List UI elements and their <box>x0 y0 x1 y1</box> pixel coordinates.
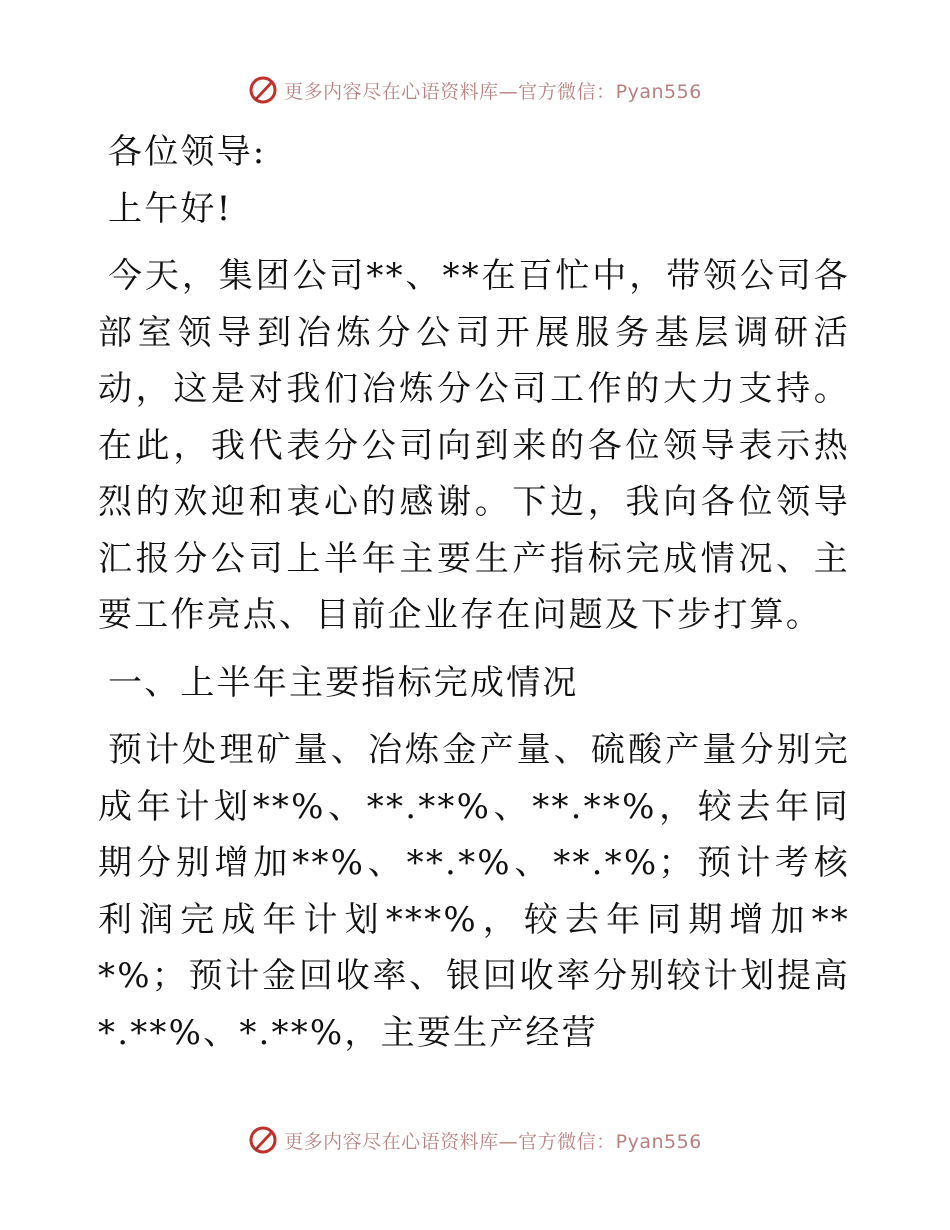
quill-pen-logo-icon <box>248 75 278 105</box>
footer-banner <box>0 1120 950 1160</box>
document-body <box>98 124 850 1061</box>
header-banner-text: 更多内容尽在心语资料库—官方微信：Pyan556 <box>284 80 702 103</box>
greeting: 上午好! <box>108 188 233 229</box>
salutation: 各位领导: <box>108 132 267 172</box>
footer-banner-text: 更多内容尽在心语资料库—官方微信：Pyan556 <box>284 1130 702 1153</box>
header-banner <box>0 70 950 110</box>
intro-paragraph: 今天，集团公司**、**在百忙中，带领公司各部室领导到冶炼分公司开展服务基层调研活动，这是对我们冶炼分公司工作的大力支持。在此，我代表分公司向到来的各位领导表示热烈的欢迎和衷心的感谢。下边，我向各位领导汇报分公司上半年主要生产指标完成情况、主要工作亮点、目前企业存在问题及下步打算。 <box>98 256 850 635</box>
section-1-paragraph: 预计处理矿量、冶炼金产量、硫酸产量分别完成年计划**%、**.**%、**.**%，较去年同期分别增加**%、**.*%、**.*%；预计考核利润完成年计划***%，较去年同期增加***%；预计金回收率、银回收率分别较计划提高*.**%、*.**%，主要生产经营 <box>98 730 850 1053</box>
quill-pen-logo-icon <box>248 1125 278 1155</box>
section-heading-1: 一、上半年主要指标完成情况 <box>108 662 579 703</box>
